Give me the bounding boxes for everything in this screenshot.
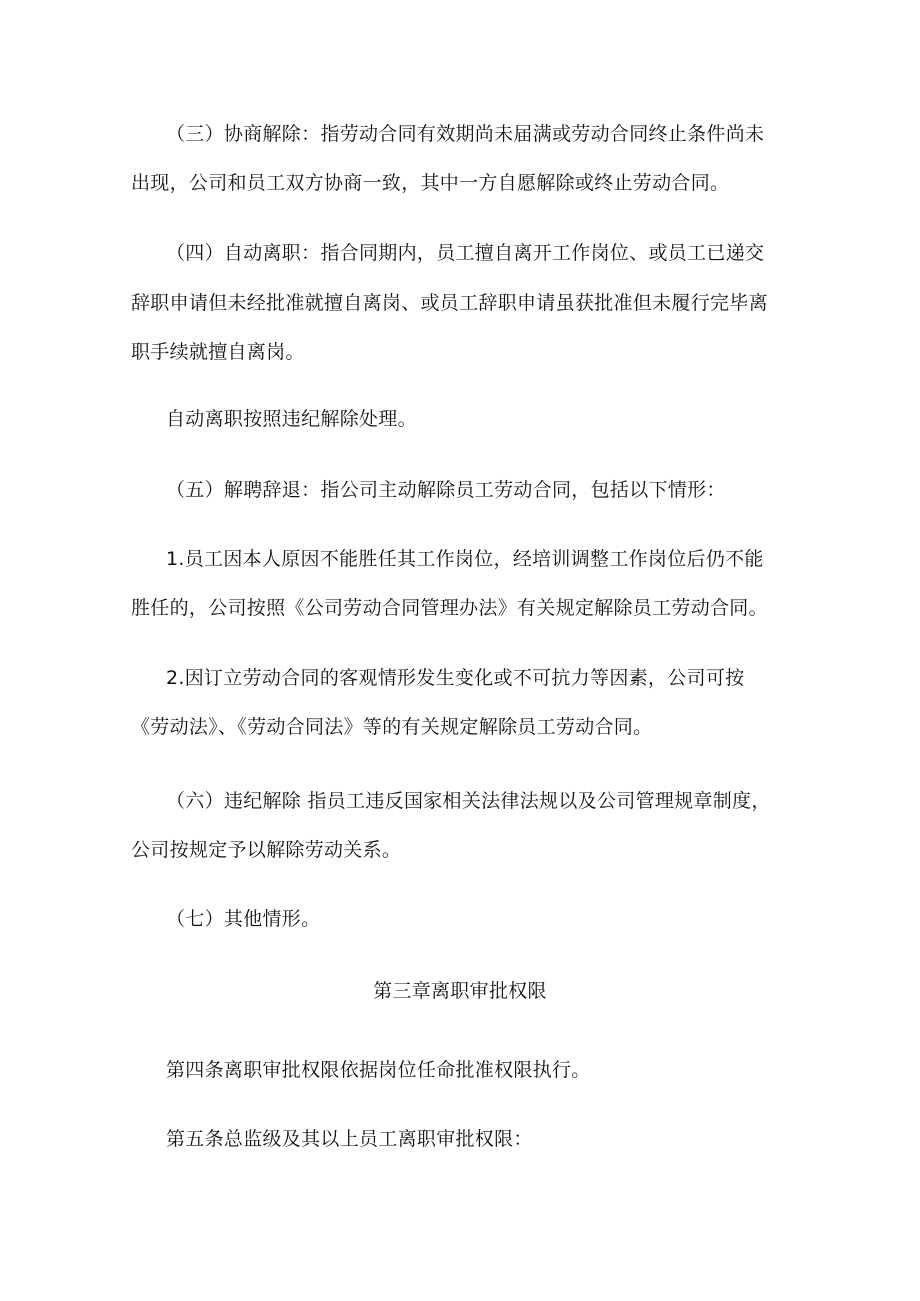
paragraph-line: 辞职申请但未经批准就擅自离岗、或员工辞职申请虽获批准但未履行完毕离 xyxy=(131,292,768,314)
paragraph-line: 职手续就擅自离岗。 xyxy=(131,341,305,363)
paragraph-line: （七）其他情形。 xyxy=(166,908,321,930)
article-line: 第四条离职审批权限依据岗位任命批准权限执行。 xyxy=(166,1059,591,1081)
list-item-line: 胜任的，公司按照《公司劳动合同管理办法》有关规定解除员工劳动合同。 xyxy=(131,597,768,619)
paragraph-line: （六）违纪解除 指员工违反国家相关法律法规以及公司管理规章制度， xyxy=(166,790,771,812)
paragraph-line: 公司按规定予以解除劳动关系。 xyxy=(131,839,402,861)
list-item-line: 1.员工因本人原因不能胜任其工作岗位，经培训调整工作岗位后仍不能 xyxy=(166,548,764,570)
list-item-line: 2.因订立劳动合同的客观情形发生变化或不可抗力等因素，公司可按 xyxy=(166,667,745,689)
chapter-heading: 第三章离职审批权限 xyxy=(373,980,547,1002)
list-item-line: 《劳动法》、《劳动合同法》等的有关规定解除员工劳动合同。 xyxy=(131,716,653,738)
paragraph-line: 出现，公司和员工双方协商一致，其中一方自愿解除或终止劳动合同。 xyxy=(131,172,730,194)
paragraph-line: （五）解聘辞退：指公司主动解除员工劳动合同，包括以下情形： xyxy=(166,479,726,501)
paragraph-line: （四）自动离职：指合同期内，员工擅自离开工作岗位、或员工已递交 xyxy=(166,242,765,264)
paragraph-line: （三）协商解除：指劳动合同有效期尚未届满或劳动合同终止条件尚未 xyxy=(166,123,765,145)
article-line: 第五条总监级及其以上员工离职审批权限： xyxy=(166,1128,533,1150)
paragraph-line: 自动离职按照违纪解除处理。 xyxy=(166,408,417,430)
